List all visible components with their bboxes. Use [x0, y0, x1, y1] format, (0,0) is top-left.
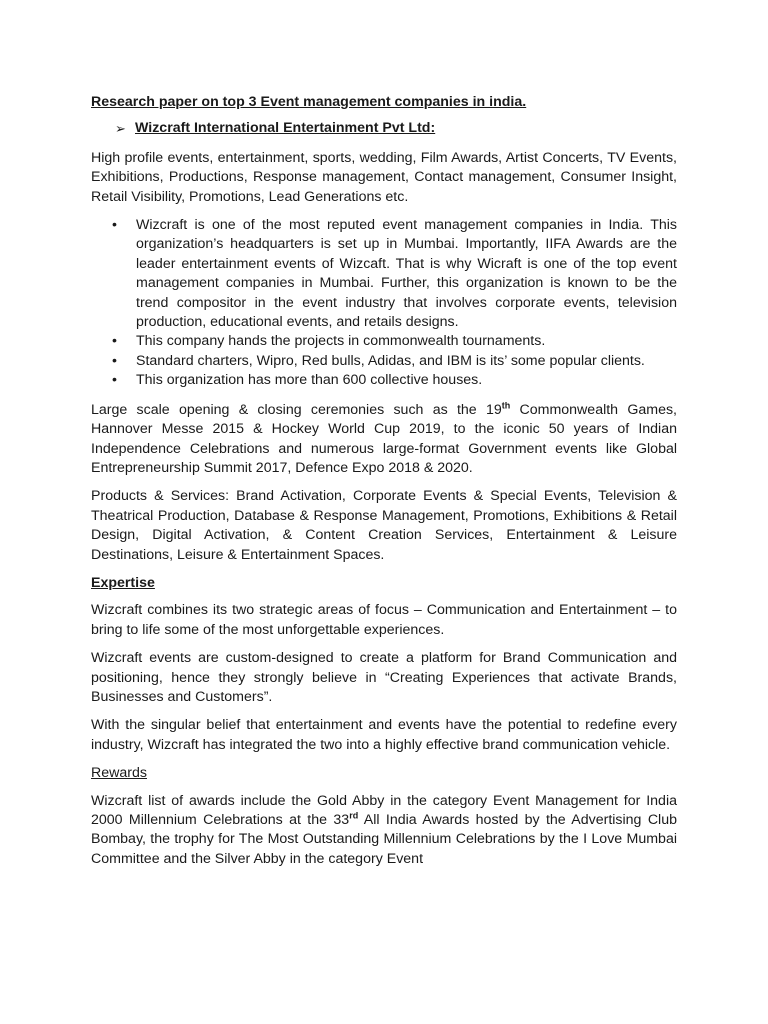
list-item-text: Wizcraft is one of the most reputed event management companies in India. This organization’s headquarters is set up in Mumbai. Importantly, IIFA Awards are the leader entertainment events of Wizcaft. That is why Wicraft is one of the top event management companies in Mumbai. Further, this organization is known to be the trend compositor in the event industry that involves corporate events, television production, educational events, and retails designs.	[136, 217, 677, 331]
expertise-heading: Expertise	[91, 574, 155, 591]
intro-paragraph: High profile events, entertainment, sports, wedding, Film Awards, Artist Concerts, TV Events, Exhibitions, Productions, Response management, Contact management, Consumer Insight, Retail Visibility, Promotions, Lead Generations etc.	[91, 149, 677, 205]
ordinal-suffix: rd	[349, 810, 359, 821]
expertise-paragraph: Wizcraft events are custom-designed to create a platform for Brand Communication and positioning, hence they strongly believe in “Creating Experiences that activate Brands, Businesses and Customers”.	[91, 650, 677, 705]
list-item-text: Standard charters, Wipro, Red bulls, Adidas, and IBM is its’ some popular clients.	[136, 352, 645, 369]
list-item-text: This company hands the projects in commonwealth tournaments.	[136, 333, 546, 350]
company-heading	[115, 119, 677, 138]
ordinal-suffix: th	[501, 399, 511, 410]
bullet-icon: •	[112, 217, 117, 234]
ceremonies-paragraph	[91, 401, 677, 479]
bullet-icon: •	[112, 352, 117, 369]
list-item	[112, 332, 677, 351]
list-item	[112, 216, 677, 332]
expertise-paragraph: Wizcraft combines its two strategic areas of focus – Communication and Entertainment – to bring to life some of the most unforgettable experiences.	[91, 602, 677, 638]
ceremonies-text-end: Commonwealth Games, Hannover Messe 2015 & Hockey World Cup 2019, to the iconic 50 years of Indian Independence Celebrations and numerous large-format Government events like Global Entrepreneurship Summit 2017, Defence Expo 2018 & 2020.	[91, 401, 678, 476]
company-facts-list	[91, 216, 677, 391]
expertise-paragraph: With the singular belief that entertainment and events have the potential to redefine every industry, Wizcraft has integrated the two into a highly effective brand communication vehicle.	[91, 717, 677, 753]
list-item	[112, 371, 677, 390]
rewards-text-start: Wizcraft list of awards include the Gold Abby in the category Event Management for India 2000 Millennium Celebrations at the 33	[91, 792, 677, 828]
document-title: Research paper on top 3 Event management companies in india.	[91, 94, 527, 110]
list-item-text: This organization has more than 600 collective houses.	[136, 372, 483, 389]
list-item	[112, 352, 677, 371]
rewards-paragraph	[91, 792, 677, 870]
rewards-heading: Rewards	[91, 765, 147, 782]
bullet-icon: •	[112, 333, 117, 350]
arrow-bullet-icon: ➢	[115, 121, 126, 137]
rewards-text-end: All India Awards hosted by the Advertising Club Bombay, the trophy for The Most Outstanding Millennium Celebrations by the I Love Mumbai Committee and the Silver Abby in the category Event	[91, 812, 677, 867]
company-name: Wizcraft International Entertainment Pvt Ltd:	[135, 120, 436, 137]
products-paragraph: Products & Services: Brand Activation, Corporate Events & Special Events, Television & Theatrical Production, Database & Response Management, Promotions, Exhibitions & Retail Design, Digital Activation, & Content Creation Services, Entertainment & Leisure Destinations, Leisure & Entertainment Spaces.	[91, 488, 677, 563]
bullet-icon: •	[112, 372, 117, 389]
ceremonies-text-start: Large scale opening & closing ceremonies such as the 19	[91, 401, 502, 418]
